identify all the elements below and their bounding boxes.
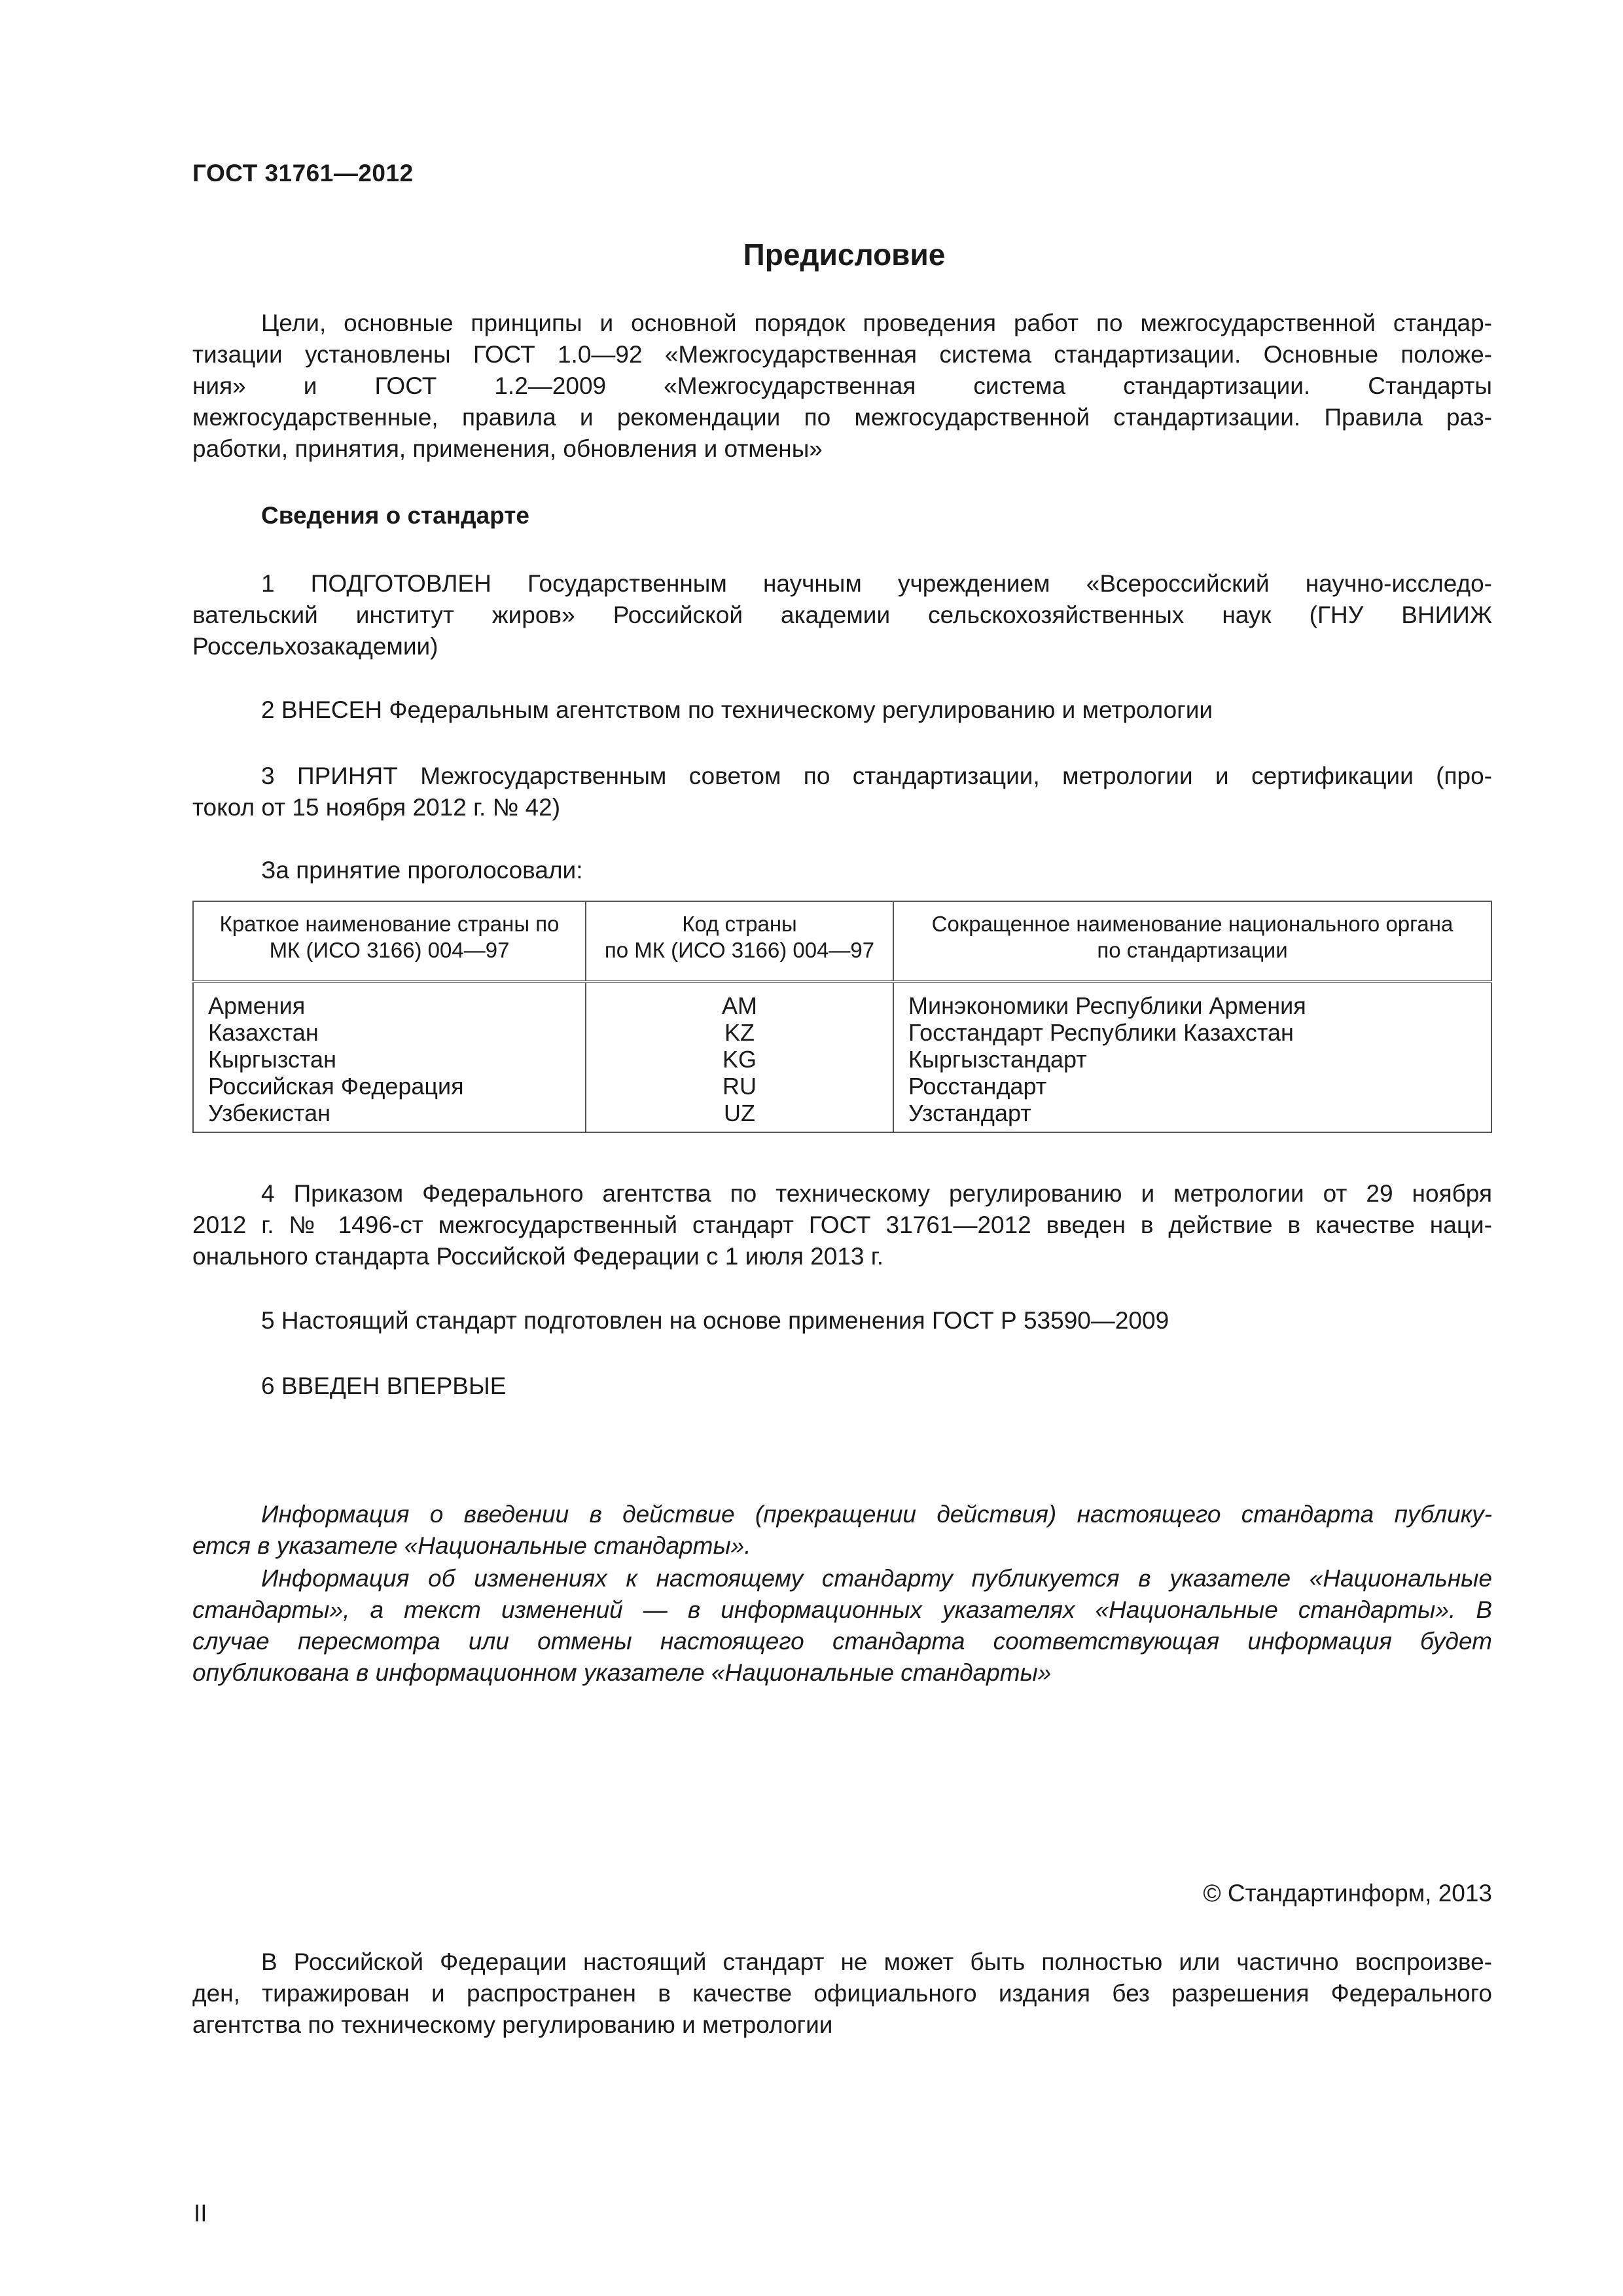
intro-line: работки, принятия, применения, обновления и отмены» bbox=[192, 435, 823, 462]
cell-country: Кыргызстан bbox=[193, 1046, 586, 1073]
header-line: Сокращенное наименование национального органа bbox=[931, 912, 1454, 936]
item-line: 3 ПРИНЯТ Межгосударственным советом по стандартизации, метрологии и сертификации (про- bbox=[261, 762, 1492, 789]
notice-paragraph-2 bbox=[192, 1563, 1492, 1689]
info-item-1 bbox=[192, 568, 1492, 662]
intro-line: тизации установлены ГОСТ 1.0—92 «Межгосударственная система стандартизации. Основные положе- bbox=[192, 341, 1492, 368]
column-header-code bbox=[586, 901, 893, 982]
table-row bbox=[193, 1046, 1491, 1073]
item-line: онального стандарта Российской Федерации с 1 июля 2013 г. bbox=[192, 1243, 883, 1270]
cell-country: Казахстан bbox=[193, 1019, 586, 1046]
cell-code: KG bbox=[586, 1046, 893, 1073]
header-line: Код страны bbox=[682, 912, 797, 936]
rights-line: ден, тиражирован и распространен в качестве официального издания без разрешения Федерального bbox=[192, 1980, 1492, 2007]
cell-body: Госстандарт Республики Казахстан bbox=[893, 1019, 1491, 1046]
header-line: Краткое наименование страны по bbox=[219, 912, 560, 936]
column-header-country bbox=[193, 901, 586, 982]
cell-country: Российская Федерация bbox=[193, 1073, 586, 1100]
cell-code: AM bbox=[586, 982, 893, 1019]
table-row bbox=[193, 1100, 1491, 1132]
table-header-row bbox=[193, 901, 1491, 982]
notice-line: Информация об изменениях к настоящему стандарту публикуется в указателе «Национальные bbox=[261, 1565, 1492, 1592]
notice-line: стандарты», а текст изменений — в информационных указателях «Национальные стандарты». В bbox=[192, 1596, 1492, 1623]
cell-code: RU bbox=[586, 1073, 893, 1100]
header-line: по МК (ИСО 3166) 004—97 bbox=[604, 938, 875, 962]
info-item-3 bbox=[192, 761, 1492, 823]
header-line: по стандартизации bbox=[1097, 938, 1288, 962]
intro-line: межгосударственные, правила и рекомендации по межгосударственной стандартизации. Правила раз- bbox=[192, 404, 1492, 431]
item-line: 1 ПОДГОТОВЛЕН Государственным научным учреждением «Всероссийский научно-исследо- bbox=[261, 570, 1492, 597]
page-title: Предисловие bbox=[743, 238, 946, 272]
cell-body: Росстандарт bbox=[893, 1073, 1491, 1100]
info-item-5: 5 Настоящий стандарт подготовлен на основе применения ГОСТ Р 53590—2009 bbox=[261, 1307, 1169, 1334]
header-line: МК (ИСО 3166) 004—97 bbox=[269, 938, 510, 962]
item-line: токол от 15 ноября 2012 г. № 42) bbox=[192, 794, 561, 821]
item-line: Россельхозакадемии) bbox=[192, 633, 438, 660]
voting-table bbox=[192, 901, 1492, 1133]
page-number: II bbox=[194, 2200, 207, 2227]
copyright-notice: © Стандартинформ, 2013 bbox=[1203, 1880, 1492, 1907]
cell-code: UZ bbox=[586, 1100, 893, 1132]
notice-line: ется в указателе «Национальные стандарты». bbox=[192, 1532, 751, 1559]
intro-line: ния» и ГОСТ 1.2—2009 «Межгосударственная система стандартизации. Стандарты bbox=[192, 372, 1492, 399]
info-item-6: 6 ВВЕДЕН ВПЕРВЫЕ bbox=[261, 1372, 507, 1399]
intro-paragraph bbox=[192, 308, 1492, 465]
info-heading: Сведения о стандарте bbox=[261, 502, 529, 529]
info-item-4 bbox=[192, 1178, 1492, 1272]
table-row bbox=[193, 1019, 1491, 1046]
notice-line: опубликована в информационном указателе «Национальные стандарты» bbox=[192, 1659, 1052, 1686]
table-row bbox=[193, 982, 1491, 1019]
column-header-body bbox=[893, 901, 1491, 982]
cell-body: Узстандарт bbox=[893, 1100, 1491, 1132]
intro-line: Цели, основные принципы и основной порядок проведения работ по межгосударственной стандар- bbox=[261, 310, 1492, 336]
item-line: 4 Приказом Федерального агентства по техническому регулированию и метрологии от 29 ноября bbox=[261, 1180, 1492, 1207]
table-row bbox=[193, 1073, 1491, 1100]
cell-body: Кыргызстандарт bbox=[893, 1046, 1491, 1073]
vote-label: За принятие проголосовали: bbox=[261, 857, 583, 884]
notice-paragraph-1 bbox=[192, 1499, 1492, 1562]
cell-country: Узбекистан bbox=[193, 1100, 586, 1132]
item-line: вательский институт жиров» Российской академии сельскохозяйственных наук (ГНУ ВНИИЖ bbox=[192, 601, 1492, 628]
notice-line: случае пересмотра или отмены настоящего стандарта соответствующая информация будет bbox=[192, 1628, 1492, 1655]
cell-body: Минэкономики Республики Армения bbox=[893, 982, 1491, 1019]
document-code: ГОСТ 31761—2012 bbox=[192, 160, 414, 187]
info-item-2: 2 ВНЕСЕН Федеральным агентством по техническому регулированию и метрологии bbox=[261, 696, 1213, 723]
cell-code: KZ bbox=[586, 1019, 893, 1046]
rights-paragraph bbox=[192, 1946, 1492, 2041]
rights-line: агентства по техническому регулированию и метрологии bbox=[192, 2011, 833, 2038]
item-line: 2012 г. № 1496-ст межгосударственный стандарт ГОСТ 31761—2012 введен в действие в качестве наци- bbox=[192, 1211, 1492, 1238]
rights-line: В Российской Федерации настоящий стандарт не может быть полностью или частично воспроизве- bbox=[261, 1948, 1492, 1975]
cell-country: Армения bbox=[193, 982, 586, 1019]
notice-line: Информация о введении в действие (прекращении действия) настоящего стандарта публику- bbox=[261, 1501, 1492, 1528]
